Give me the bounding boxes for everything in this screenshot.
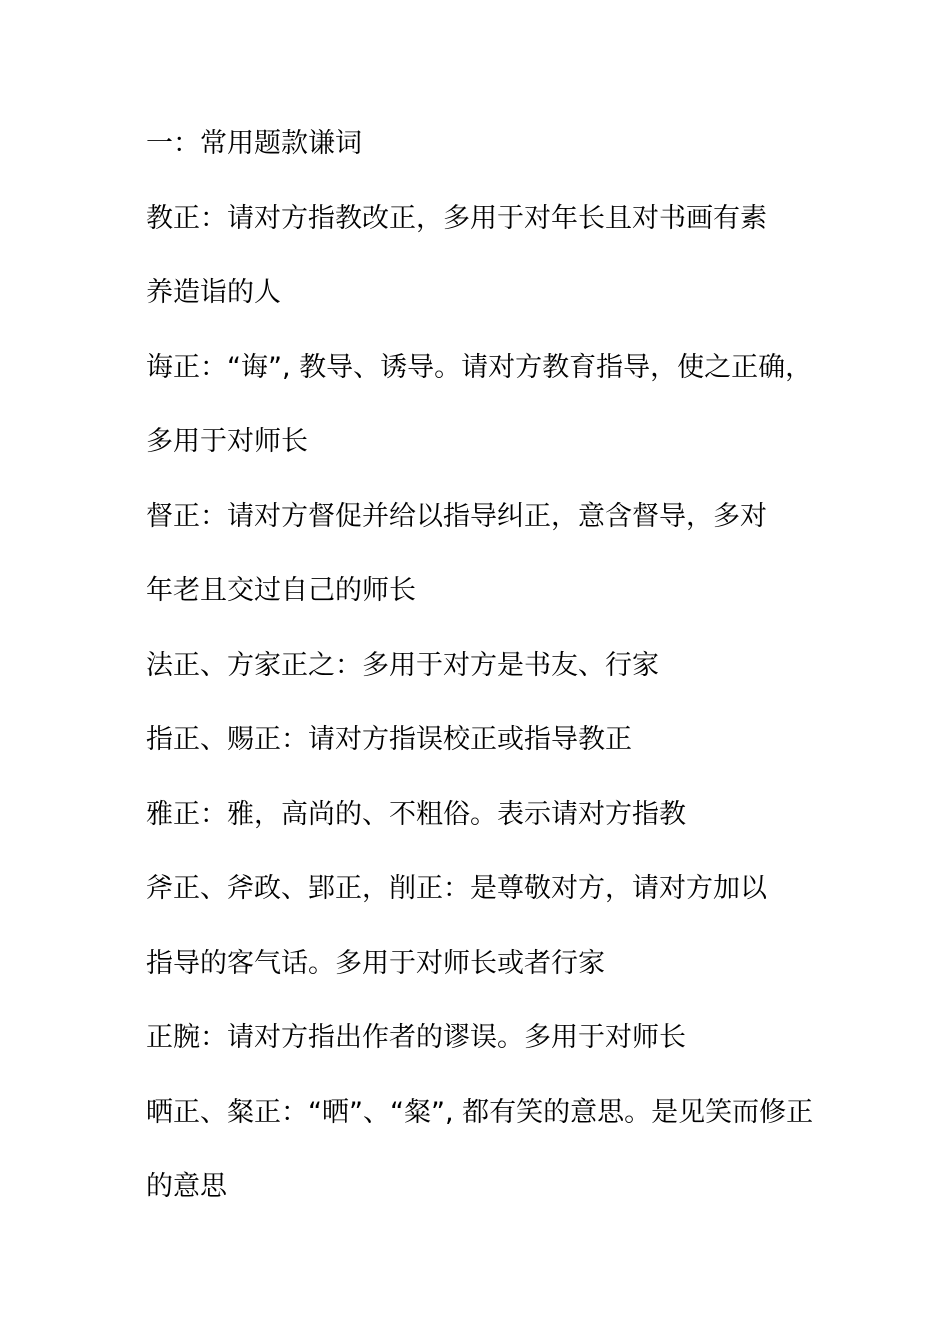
text-line: 的意思 [146,1171,227,1202]
text-line: 督正：请对方督促并给以指导纠正，意含督导，多对 [146,500,767,532]
text-line: 养造诣的人 [146,277,281,308]
section-heading: 一：常用题款谦词 [146,128,362,159]
text-line: 多用于对师长 [146,426,308,457]
text-line: 正腕：请对方指出作者的谬误。多用于对师长 [146,1022,686,1053]
text-line: 雅正：雅，高尚的、不粗俗。表示请对方指教 [146,798,686,830]
text-line: 年老且交过自己的师长 [146,575,416,606]
text-line: 指导的客气话。多用于对师长或者行家 [146,947,605,979]
text-line: 晒正、粲正：“晒”、“粲”, 都有笑的意思。是见笑而修正 [146,1096,814,1128]
text-line: 斧正、斧政、郢正，削正：是尊敬对方，请对方加以 [146,873,767,904]
document-body [146,124,826,1242]
text-line: 指正、赐正：请对方指误校正或指导教正 [146,724,632,755]
text-line: 诲正：“诲”, 教导、诱导。请对方教育指导，使之正确， [146,351,813,383]
text-line: 教正：请对方指教改正，多用于对年长且对书画有素 [146,202,767,234]
text-line: 法正、方家正之：多用于对方是书友、行家 [146,649,659,681]
